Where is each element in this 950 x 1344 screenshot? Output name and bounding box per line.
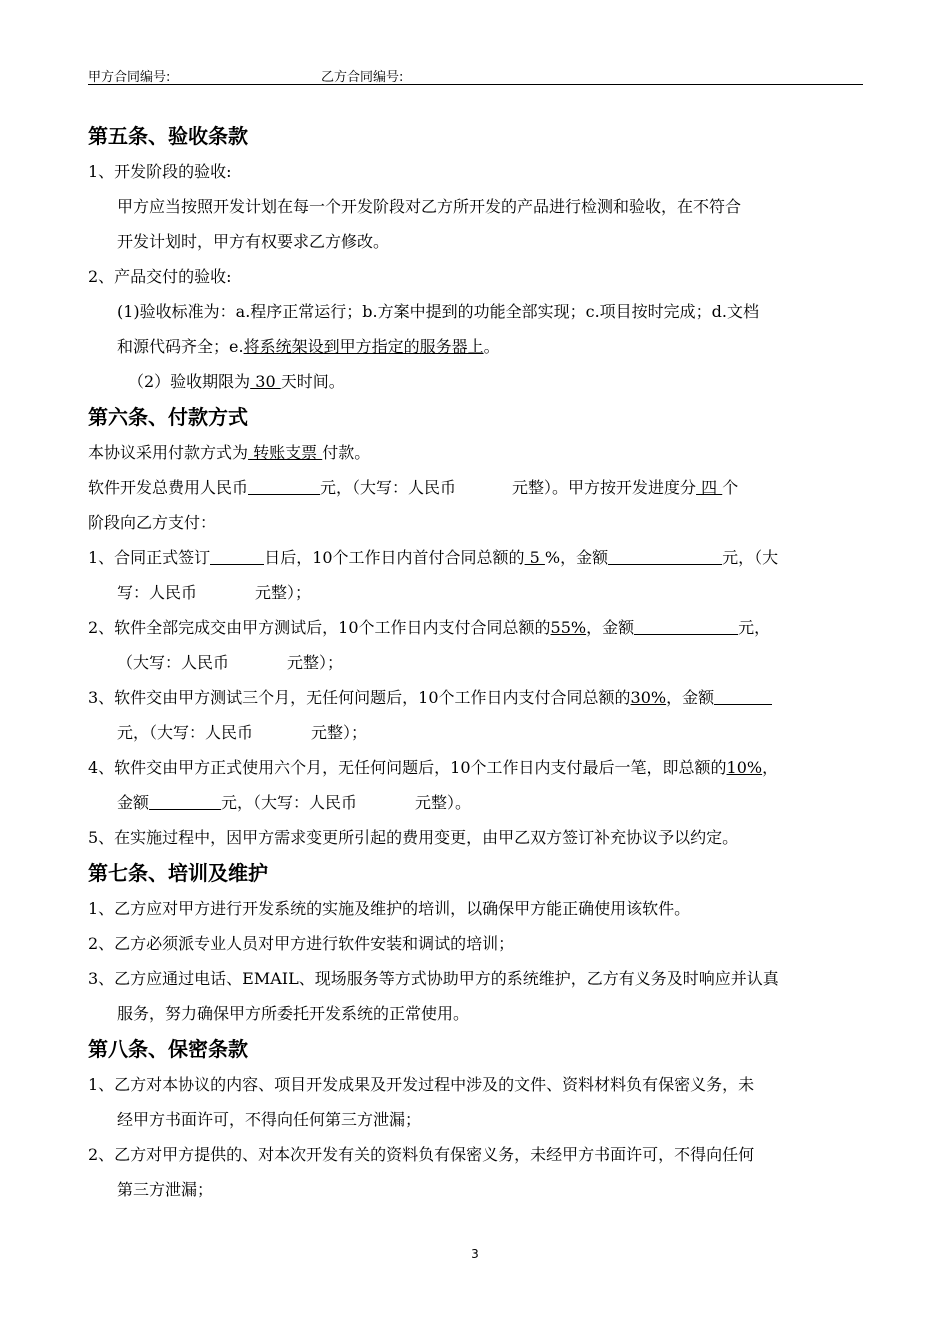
art5-item-2-standard: (1)验收标准为：a.程序正常运行；b.方案中提到的功能全部实现；c.项目按时完成；d.文档 (117, 302, 759, 321)
party-b-contract-no: 乙方合同编号: (321, 70, 404, 85)
text: 个 (722, 478, 739, 497)
art6-item-4-cont (88, 785, 866, 820)
text: 元整）； (255, 583, 312, 602)
text: 2、软件全部完成交由甲方测试后，10个工作日内支付合同总额的 (88, 618, 551, 637)
page-number: 3 (471, 1247, 479, 1261)
text: 软件开发总费用人民币 (88, 478, 249, 497)
article-8-title: 第八条、保密条款 (88, 1037, 248, 1061)
total-fee-blank (248, 478, 320, 495)
art5-item-2-standard-cont (88, 329, 866, 364)
text: 日后，10个工作日内首付合同总额的 (264, 548, 525, 567)
text: 付款。 (322, 443, 371, 462)
text: 元， (738, 618, 771, 637)
text: 和源代码齐全；e. (117, 337, 244, 356)
payment-method-value: 转账支票 (248, 443, 323, 462)
percent-value: 10% (726, 758, 763, 777)
page-header (88, 64, 863, 85)
text: %，金额 (544, 548, 609, 567)
art6-item-2 (88, 610, 866, 645)
art8-item-1: 1、乙方对本协议的内容、项目开发成果及开发过程中涉及的文件、资料材料负有保密义务，未 (88, 1075, 755, 1094)
text: 3、软件交由甲方测试三个月，无任何问题后，10个工作日内支付合同总额的 (88, 688, 631, 707)
art8-item-2-cont: 第三方泄漏； (117, 1180, 214, 1199)
art7-item-3: 3、乙方应通过电话、EMAIL、现场服务等方式协助甲方的系统维护，乙方有义务及时响应并认真 (88, 969, 779, 988)
art7-item-3-cont: 服务，努力确保甲方所委托开发系统的正常使用。 (117, 1004, 470, 1023)
art7-item-1: 1、乙方应对甲方进行开发系统的实施及维护的培训，以确保甲方能正确使用该软件。 (88, 899, 691, 918)
text: 元，（大写：人民币 (117, 723, 254, 742)
date-blank (210, 548, 264, 565)
art6-item-1 (88, 540, 866, 575)
article-5-title: 第五条、验收条款 (88, 124, 248, 148)
art6-item-1-cont (88, 575, 866, 610)
text: ， (762, 758, 779, 777)
stage-count: 四 (696, 478, 723, 497)
amount-blank (149, 793, 221, 810)
art5-acceptance-period (88, 364, 866, 399)
art6-item-5: 5、在实施过程中，因甲方需求变更所引起的费用变更，由甲乙双方签订补充协议予以约定。 (88, 828, 739, 847)
amount-blank (608, 548, 722, 565)
art6-item-3-cont (88, 715, 866, 750)
art5-item-1-text-cont: 开发计划时，甲方有权要求乙方修改。 (117, 232, 390, 251)
text: 元，（大写：人民币 (320, 478, 457, 497)
art5-item-2: 2、产品交付的验收: (88, 267, 232, 286)
art6-item-4 (88, 750, 866, 785)
document-body (88, 118, 866, 1207)
text: 本协议采用付款方式为 (88, 443, 249, 462)
party-a-contract-no: 甲方合同编号: (88, 70, 171, 85)
article-6-title: 第六条、付款方式 (88, 405, 248, 429)
art7-item-2: 2、乙方必须派专业人员对甲方进行软件安装和调试的培训； (88, 934, 515, 953)
text: 元，（大写：人民币 (221, 793, 358, 812)
underlined-text: 将系统架设到甲方指定的服务器上 (243, 337, 484, 356)
art6-total-fee-cont: 阶段向乙方支付： (88, 513, 217, 532)
text: 元整）。甲方按开发进度分 (512, 478, 697, 497)
amount-blank (714, 688, 772, 705)
text: ，金额 (586, 618, 635, 637)
art6-item-2-cont (88, 645, 866, 680)
article-7-title: 第七条、培训及维护 (88, 861, 268, 885)
text: （2）验收期限为 (128, 372, 251, 391)
text: ，金额 (666, 688, 715, 707)
art8-item-2: 2、乙方对甲方提供的、对本次开发有关的资料负有保密义务，未经甲方书面许可，不得向任何 (88, 1145, 755, 1164)
text: 。 (483, 337, 500, 356)
text: 天时间。 (280, 372, 345, 391)
percent-value: 30% (630, 688, 667, 707)
text: 元整）； (287, 653, 344, 672)
text: （大写：人民币 (117, 653, 230, 672)
text: 元整）。 (415, 793, 472, 812)
text: 元，（大 (722, 548, 779, 567)
percent-value: 5 (524, 548, 545, 567)
period-days: 30 (250, 372, 281, 391)
text: 元整）； (311, 723, 368, 742)
art8-item-1-cont: 经甲方书面许可，不得向任何第三方泄漏； (117, 1110, 422, 1129)
percent-value: 55% (550, 618, 587, 637)
amount-blank (634, 618, 738, 635)
text: 4、软件交由甲方正式使用六个月，无任何问题后，10个工作日内支付最后一笔，即总额的 (88, 758, 727, 777)
text: 1、合同正式签订 (88, 548, 211, 567)
art6-payment-method (88, 435, 866, 470)
art6-item-3 (88, 680, 866, 715)
text: 金额 (117, 793, 150, 812)
art5-item-1: 1、开发阶段的验收: (88, 162, 232, 181)
text: 写：人民币 (117, 583, 198, 602)
art6-total-fee (88, 470, 866, 505)
art5-item-1-text: 甲方应当按照开发计划在每一个开发阶段对乙方所开发的产品进行检测和验收，在不符合 (117, 197, 742, 216)
